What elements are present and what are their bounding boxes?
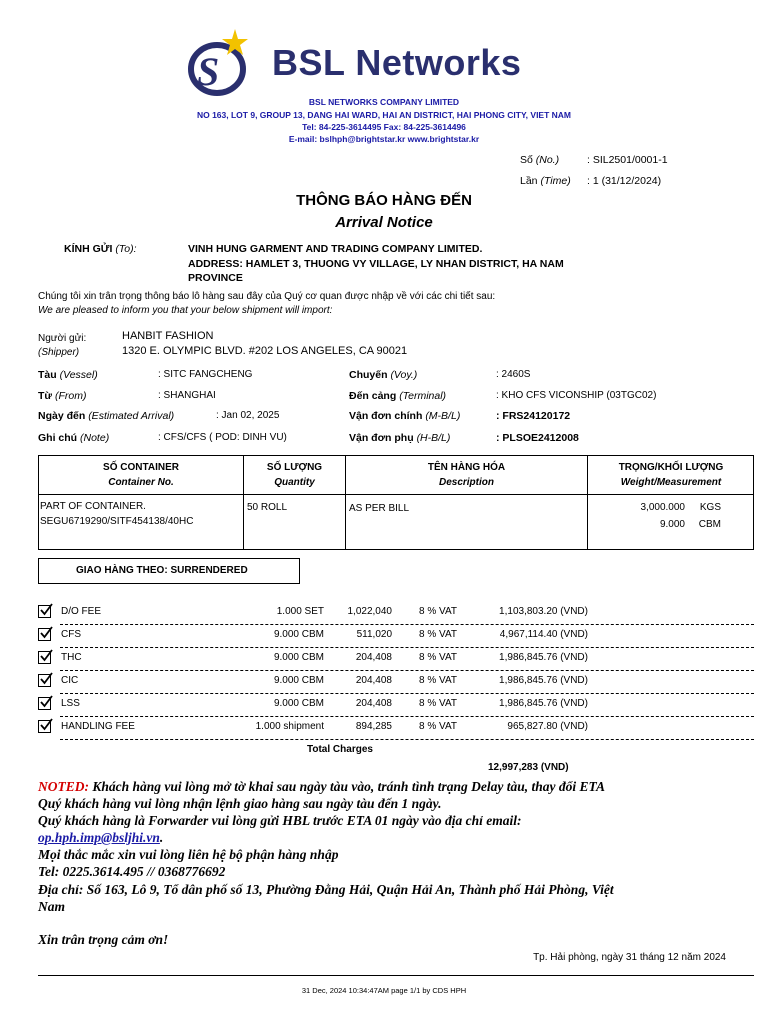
hbl-label: Vận đơn phụ (H-B/L) bbox=[349, 432, 451, 444]
measure-value: 9.000 bbox=[659, 519, 685, 530]
company-name: BSL NETWORKS COMPANY LIMITED bbox=[308, 97, 460, 107]
fee-name: CIC bbox=[61, 675, 79, 686]
fee-row bbox=[38, 648, 754, 671]
description-value: AS PER BILL bbox=[349, 503, 410, 514]
place-date: Tp. Hải phòng, ngày 31 tháng 12 năm 2024 bbox=[533, 952, 726, 963]
bsl-logo bbox=[183, 27, 263, 99]
fee-rate: 204,408 bbox=[355, 698, 392, 709]
recipient-address-1: ADDRESS: HAMLET 3, THUONG VY VILLAGE, LY NHAN DISTRICT, HA NAM bbox=[188, 258, 564, 270]
fee-quantity: 1.000 SET bbox=[276, 606, 324, 617]
delivery-text: GIAO HÀNG THEO: SURRENDERED bbox=[76, 565, 248, 576]
fee-rate: 1,022,040 bbox=[347, 606, 392, 617]
noted-line-5: Tel: 0225.3614.495 // 0368776692 bbox=[38, 864, 226, 879]
fee-vat: 8 % VAT bbox=[419, 698, 457, 709]
fee-name: LSS bbox=[61, 698, 80, 709]
arrival-label: Ngày đến (Estimated Arrival) bbox=[38, 410, 175, 422]
terminal-value: : KHO CFS VICONSHIP (03TGC02) bbox=[496, 390, 657, 401]
checkbox-checked-icon[interactable] bbox=[38, 697, 51, 710]
fee-vat: 8 % VAT bbox=[419, 629, 457, 640]
th-description: TÊN HÀNG HÓA Description bbox=[427, 462, 506, 488]
from-label: Từ (From) bbox=[38, 390, 87, 402]
fee-amount: 1,986,845.76 (VND) bbox=[499, 675, 588, 686]
company-address: NO 163, LOT 9, GROUP 13, DANG HAI WARD, HAI AN DISTRICT, HAI PHONG CITY, VIET NAM bbox=[196, 110, 572, 120]
fee-amount: 1,986,845.76 (VND) bbox=[499, 652, 588, 663]
fee-amount: 965,827.80 (VND) bbox=[507, 721, 588, 732]
vessel-value: : SITC FANGCHENG bbox=[158, 369, 253, 380]
footer-text: 31 Dec, 2024 10:34:47AM page 1/1 by CDS HPH bbox=[301, 986, 467, 995]
email-link[interactable]: op.hph.imp@bsljhi.vn bbox=[38, 830, 160, 845]
mbl-value: : FRS24120172 bbox=[496, 410, 571, 422]
container-table bbox=[38, 455, 754, 550]
time-label: Lần (Time) bbox=[520, 175, 571, 187]
voy-value: : 2460S bbox=[496, 369, 531, 380]
fee-row bbox=[38, 671, 754, 694]
fee-separator bbox=[60, 739, 754, 740]
noted-line-3: Quý khách hàng là Forwarder vui lòng gửi HBL trước ETA 01 ngày vào địa chỉ email: bbox=[38, 813, 522, 828]
th-quantity: SỐ LƯỢNG Quantity bbox=[266, 462, 323, 488]
checkbox-checked-icon[interactable] bbox=[38, 720, 51, 733]
thanks-line: Xin trân trọng cảm ơn! bbox=[38, 932, 169, 947]
delivery-box bbox=[38, 558, 300, 584]
fee-row bbox=[38, 602, 754, 625]
checkbox-checked-icon[interactable] bbox=[38, 605, 51, 618]
intro-english: We are pleased to inform you that your below shipment will import: bbox=[38, 305, 333, 316]
th-weight: TRỌNG/KHỐI LƯỢNG Weight/Measurement bbox=[618, 462, 724, 488]
terminal-label: Đến cảng (Terminal) bbox=[349, 390, 447, 402]
company-phone: Tel: 84-225-3614495 Fax: 84-225-3614496 bbox=[302, 122, 466, 132]
total-value: 12,997,283 (VND) bbox=[488, 762, 569, 773]
company-email: E-mail: bslhph@brightstar.kr www.brightstar.kr bbox=[288, 134, 480, 144]
title-english: Arrival Notice bbox=[335, 214, 433, 231]
shipper-label: Người gửi: bbox=[38, 333, 87, 344]
th-container: SỐ CONTAINER Container No. bbox=[103, 462, 179, 488]
shipper-label-en: (Shipper) bbox=[38, 347, 80, 358]
title-vietnamese: THÔNG BÁO HÀNG ĐẾN bbox=[296, 192, 472, 209]
container-line-1: PART OF CONTAINER. bbox=[40, 501, 146, 512]
checkbox-checked-icon[interactable] bbox=[38, 628, 51, 641]
fee-rate: 204,408 bbox=[355, 652, 392, 663]
fee-rate: 511,020 bbox=[356, 629, 392, 640]
total-label: Total Charges bbox=[307, 744, 373, 755]
from-value: : SHANGHAI bbox=[158, 390, 216, 401]
intro-vietnamese: Chúng tôi xin trân trọng thông báo lô hàng sau đây của Quý cơ quan được nhập về với các chi tiết sau: bbox=[38, 291, 496, 302]
fee-quantity: 9.000 CBM bbox=[273, 652, 324, 663]
measure-unit: CBM bbox=[698, 519, 721, 530]
noted-line-6: Địa chỉ: Số 163, Lô 9, Tổ dân phố số 13, Phường Đằng Hải, Quận Hải An, Thành phố Hải Phòng, Việt bbox=[38, 882, 614, 897]
weight-unit: KGS bbox=[699, 502, 721, 513]
no-label: Số (No.) bbox=[520, 154, 560, 166]
shipper-name: HANBIT FASHION bbox=[122, 330, 214, 342]
time-value: : 1 (31/12/2024) bbox=[587, 175, 662, 187]
brand-name: BSL Networks bbox=[272, 42, 522, 83]
recipient-address-2: PROVINCE bbox=[188, 272, 243, 284]
fee-amount: 1,986,845.76 (VND) bbox=[499, 698, 588, 709]
fee-quantity: 9.000 CBM bbox=[273, 629, 324, 640]
checkbox-checked-icon[interactable] bbox=[38, 651, 51, 664]
svg-text:S: S bbox=[197, 49, 220, 94]
fee-quantity: 9.000 CBM bbox=[273, 698, 324, 709]
noted-line-4: Mọi thắc mắc xin vui lòng liên hệ bộ phận hàng nhập bbox=[38, 847, 339, 862]
hbl-value: : PLSOE2412008 bbox=[496, 432, 579, 444]
noted-line-7: Nam bbox=[38, 899, 65, 914]
no-value: : SIL2501/0001-1 bbox=[587, 154, 668, 166]
fee-vat: 8 % VAT bbox=[419, 652, 457, 663]
vessel-label: Tàu (Vessel) bbox=[38, 369, 98, 381]
fee-name: THC bbox=[61, 652, 82, 663]
fee-name: HANDLING FEE bbox=[61, 721, 135, 732]
fee-quantity: 9.000 CBM bbox=[273, 675, 324, 686]
noted-line-1: NOTED: Khách hàng vui lòng mở tờ khai sau ngày tàu vào, tránh tình trạng Delay tàu, thay đổi ETA bbox=[38, 779, 605, 794]
fee-row bbox=[38, 694, 754, 717]
fee-amount: 1,103,803.20 (VND) bbox=[499, 606, 588, 617]
fee-row bbox=[38, 717, 754, 740]
checkbox-checked-icon[interactable] bbox=[38, 674, 51, 687]
weight-value: 3,000.000 bbox=[640, 502, 685, 513]
fee-row bbox=[38, 625, 754, 648]
fee-vat: 8 % VAT bbox=[419, 675, 457, 686]
container-line-2: SEGU6719290/SITF454138/40HC bbox=[40, 516, 194, 527]
arrival-value: : Jan 02, 2025 bbox=[216, 410, 280, 421]
noted-line-2: Quý khách hàng vui lòng nhận lệnh giao hàng sau ngày tàu đến 1 ngày. bbox=[38, 796, 442, 811]
note-label: Ghi chú (Note) bbox=[38, 432, 110, 444]
fee-amount: 4,967,114.40 (VND) bbox=[499, 629, 588, 640]
recipient-label: KÍNH GỬI (To): bbox=[64, 243, 137, 255]
fee-quantity: 1.000 shipment bbox=[255, 721, 324, 732]
fee-vat: 8 % VAT bbox=[419, 721, 457, 732]
recipient-name: VINH HUNG GARMENT AND TRADING COMPANY LIMITED. bbox=[188, 243, 483, 255]
fee-name: CFS bbox=[61, 629, 81, 640]
footer-divider bbox=[38, 975, 754, 976]
note-value: : CFS/CFS ( POD: DINH VU) bbox=[158, 432, 287, 443]
fee-rate: 894,285 bbox=[355, 721, 392, 732]
shipper-address: 1320 E. OLYMPIC BLVD. #202 LOS ANGELES, CA 90021 bbox=[122, 345, 408, 357]
quantity-value: 50 ROLL bbox=[247, 502, 288, 513]
fee-vat: 8 % VAT bbox=[419, 606, 457, 617]
fee-rate: 204,408 bbox=[355, 675, 392, 686]
fee-name: D/O FEE bbox=[61, 606, 102, 617]
noted-email-line: op.hph.imp@bsljhi.vn. bbox=[38, 830, 164, 845]
mbl-label: Vận đơn chính (M-B/L) bbox=[349, 410, 461, 422]
voy-label: Chuyến (Voy.) bbox=[349, 369, 418, 381]
